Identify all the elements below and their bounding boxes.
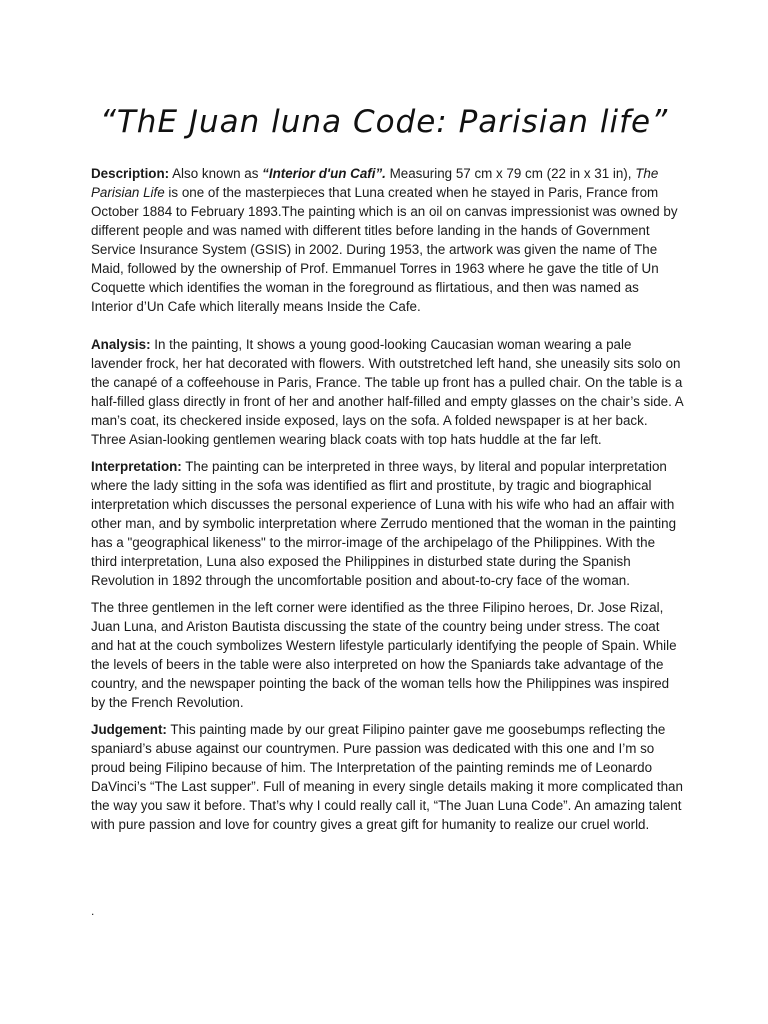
- judgement-paragraph: [91, 720, 683, 834]
- analysis-label: Analysis:: [91, 337, 151, 352]
- description-text-2: Measuring 57 cm x 79 cm (22 in x 31 in),: [385, 166, 636, 181]
- description-paragraph: [91, 164, 683, 316]
- description-label: Description:: [91, 166, 170, 181]
- document-body: [91, 164, 683, 834]
- analysis-text: In the painting, It shows a young good-looking Caucasian woman wearing a pale lavender frock, her hat decorated with flowers. With outstretched left hand, she uneasily sits solo on the canapé of a coffeehouse in Paris, France. The table up front has a pulled chair. On the table is a half-filled glass directly in front of her and another half-filled and empty glasses on the chair’s side. A man’s coat, its checkered inside exposed, lays on the sofa. A folded newspaper is at her back. Three Asian-looking gentlemen wearing black coats with top hats huddle at the far left.: [91, 337, 683, 447]
- interpretation-text: The painting can be interpreted in three ways, by literal and popular interpretation where the lady sitting in the sofa was identified as flirt and prostitute, by tragic and biographical interpretation which discusses the personal experience of Luna with his wife who had an affair with other man, and by symbolic interpretation where Zerrudo mentioned that the woman in the painting has a "geographical likeness" to the mirror-image of the archipelago of the Philippines. With the third interpretation, Luna also exposed the Philippines in disturbed state during the Spanish Revolution in 1892 through the uncomfortable position and about-to-cry face of the woman.: [91, 459, 677, 588]
- judgement-label: Judgement:: [91, 722, 167, 737]
- document-title: “ThE Juan luna Code: Parisian life”: [99, 104, 669, 140]
- trailing-period: .: [91, 904, 95, 918]
- description-work-title: The Parisian Life: [91, 166, 659, 200]
- interpretation-paragraph: [91, 457, 683, 590]
- description-aka: “Interior d'un Cafi”.: [262, 166, 386, 181]
- description-text-3: is one of the masterpieces that Luna created when he stayed in Paris, France from October 1884 to February 1893.The painting which is an oil on canvas impressionist was owned by different people and was named with different titles before landing in the hands of Government Service Insurance System (GSIS) in 2002. During 1953, the artwork was given the name of The Maid, followed by the ownership of Prof. Emmanuel Torres in 1963 where he gave the title of Un Coquette which identifies the woman in the foreground as flirtatious, and then was named as Interior d’Un Cafe which literally means Inside the Cafe.: [91, 185, 678, 314]
- description-text-1: Also known as: [169, 166, 263, 181]
- interpretation-label: Interpretation:: [91, 459, 182, 474]
- gentlemen-paragraph: The three gentlemen in the left corner were identified as the three Filipino heroes, Dr. Jose Rizal, Juan Luna, and Ariston Bautista discussing the state of the country being under stress. The coat and hat at the couch symbolizes Western lifestyle particularly identifying the people of Spain. While the levels of beers in the table were also interpreted on how the Spaniards take advantage of the country, and the newspaper pointing the back of the woman tells how the Philippines was inspired by the French Revolution.: [91, 600, 677, 710]
- judgement-text: This painting made by our great Filipino painter gave me goosebumps reflecting the spaniard’s abuse against our countrymen. Pure passion was dedicated with this one and I’m so proud being Filipino because of him. The Interpretation of the painting reminds me of Leonardo DaVinci’s “The Last supper”. Full of meaning in every single details making it more complicated than the way you saw it before. That’s why I could really call it, “The Juan Luna Code”. An amazing talent with pure passion and love for country gives a great gift for humanity to realize our cruel world.: [91, 722, 683, 832]
- analysis-paragraph: [91, 335, 683, 449]
